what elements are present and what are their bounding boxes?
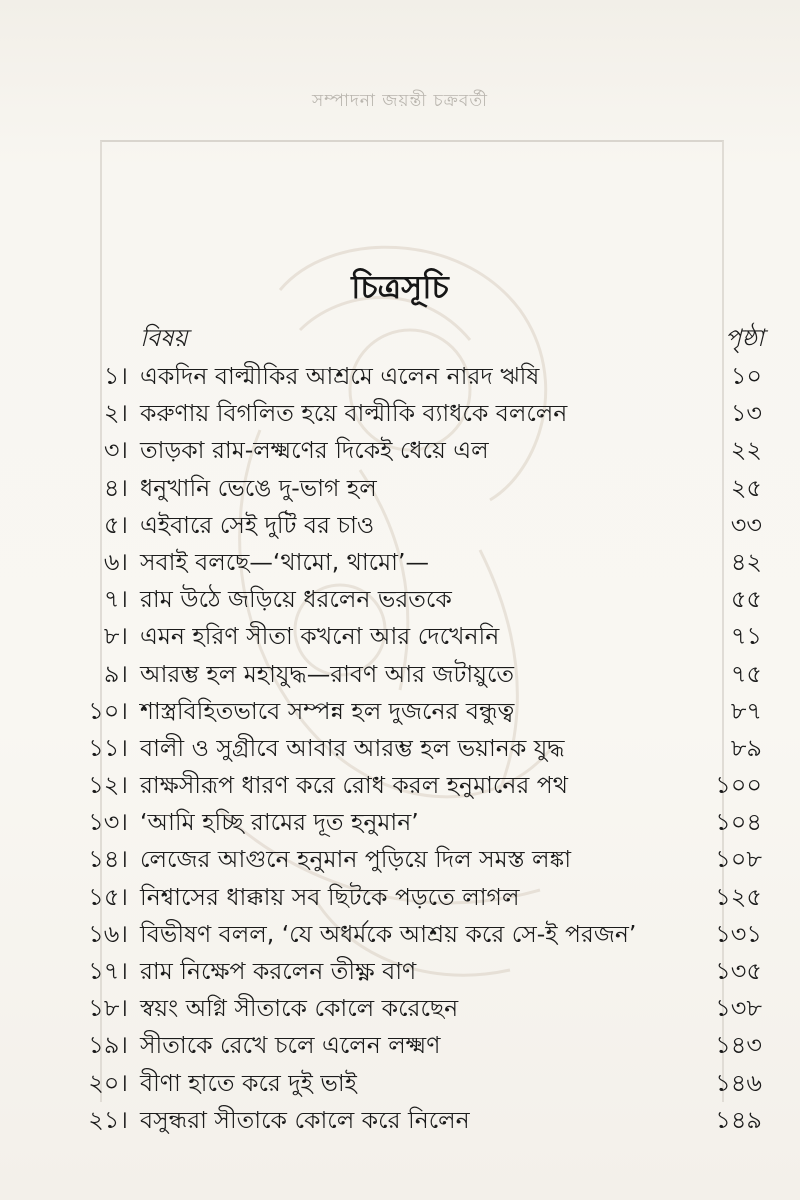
entry-page-number: ১৪৯ (715, 1105, 762, 1134)
entry-page-number: ৩৩ (730, 510, 762, 539)
list-item (0, 767, 800, 804)
entry-page-number: ৪২ (730, 547, 762, 576)
entry-number: ১৯। (88, 1031, 128, 1060)
entry-number: ১৩। (88, 808, 128, 837)
entry-page-number: ২২ (730, 436, 762, 465)
entry-title: নিশ্বাসের ধাক্কায় সব ছিটকে পড়তে লাগল (140, 882, 520, 911)
entry-page-number: ১৪৩ (715, 1031, 762, 1060)
list-item (0, 470, 800, 507)
entry-page-number: ২৫ (730, 473, 762, 502)
bleed-through-running-header: সম্পাদনা জয়ন্তী চক্রবর্তী (312, 91, 488, 111)
illustration-list (0, 358, 800, 1139)
entry-page-number: ১৩৫ (715, 957, 762, 985)
entry-page-number: ১২৫ (715, 882, 762, 911)
entry-title: বীণা হাতে করে দুই ভাই (140, 1068, 357, 1097)
entry-number: ১০। (88, 696, 128, 725)
entry-number: ৮। (103, 622, 128, 651)
entry-title: তাড়কা রাম-লক্ষ্মণের দিকেই ধেয়ে এল (140, 436, 489, 465)
entry-number: ১১। (88, 733, 128, 762)
entry-title: বিভীষণ বলল, ‘যে অধর্মকে আশ্রয় করে সে-ই পরজন’ (140, 919, 637, 948)
entry-page-number: ১৩১ (715, 919, 762, 948)
entry-number: ১৭। (88, 957, 128, 985)
list-item (0, 432, 800, 469)
entry-number: ১৫। (88, 882, 128, 911)
entry-page-number: ১৩৮ (715, 994, 762, 1023)
entry-page-number: ১০ (730, 362, 762, 390)
entry-number: ২। (103, 399, 128, 428)
list-item (0, 1102, 800, 1139)
list-item (0, 916, 800, 953)
entry-number: ৯। (103, 659, 128, 688)
entry-number: ৫। (103, 510, 128, 539)
entry-page-number: ৮৯ (730, 733, 762, 762)
list-item (0, 581, 800, 618)
entry-title: বালী ও সুগ্রীবে আবার আরম্ভ হল ভয়ানক যুদ্ধ (140, 733, 565, 762)
list-item (0, 730, 800, 767)
list-item (0, 507, 800, 544)
subject-column-heading: বিষয় (140, 324, 188, 352)
entry-title: রাক্ষসীরূপ ধারণ করে রোধ করল হনুমানের পথ (140, 771, 568, 800)
entry-title: ‘আমি হচ্ছি রামের দূত হনুমান’ (140, 808, 419, 837)
entry-number: ২১। (88, 1105, 128, 1134)
entry-page-number: ১৩ (730, 399, 762, 428)
list-item (0, 879, 800, 916)
entry-page-number: ৫৫ (730, 585, 762, 614)
entry-number: ১। (103, 362, 128, 390)
entry-number: ১২। (88, 771, 128, 800)
page-title: চিত্রসূচি (351, 268, 449, 306)
entry-number: ১৪। (88, 845, 128, 874)
entry-title: বসুন্ধরা সীতাকে কোলে করে নিলেন (140, 1105, 470, 1134)
list-item (0, 1065, 800, 1102)
entry-title: করুণায় বিগলিত হয়ে বাল্মীকি ব্যাধকে বললেন (140, 399, 568, 428)
entry-number: ৩। (103, 436, 128, 465)
list-item (0, 953, 800, 990)
list-item (0, 1027, 800, 1064)
list-item (0, 693, 800, 730)
entry-title: এমন হরিণ সীতা কখনো আর দেখেননি (140, 622, 500, 651)
list-item (0, 841, 800, 878)
entry-title: সীতাকে রেখে চলে এলেন লক্ষ্মণ (140, 1031, 441, 1060)
entry-number: ২০। (88, 1068, 128, 1097)
entry-number: ৪। (103, 473, 128, 502)
entry-page-number: ১০০ (715, 771, 762, 800)
page-column-heading: পৃষ্ঠা (725, 324, 764, 352)
entry-page-number: ৮৭ (730, 696, 762, 725)
entry-number: ১৮। (88, 994, 128, 1023)
entry-title: ধনুখানি ভেঙে দু-ভাগ হল (140, 473, 377, 502)
entry-title: শাস্ত্রবিহিতভাবে সম্পন্ন হল দুজনের বন্ধুত্ব (140, 696, 515, 725)
entry-number: ১৬। (88, 919, 128, 948)
entry-page-number: ১৪৬ (715, 1068, 762, 1097)
list-item (0, 618, 800, 655)
entry-title: সবাই বলছে—‘থামো, থামো’— (140, 547, 429, 576)
entry-title: লেজের আগুনে হনুমান পুড়িয়ে দিল সমস্ত লঙ্কা (140, 845, 572, 874)
entry-number: ৬। (103, 547, 128, 576)
entry-number: ৭। (103, 585, 128, 614)
entry-page-number: ৭১ (730, 622, 762, 651)
entry-title: আরম্ভ হল মহাযুদ্ধ—রাবণ আর জটায়ুতে (140, 659, 515, 688)
list-item (0, 395, 800, 432)
entry-title: এইবারে সেই দুটি বর চাও (140, 510, 375, 539)
list-item (0, 656, 800, 693)
entry-page-number: ৭৫ (730, 659, 762, 688)
list-item (0, 804, 800, 841)
entry-title: রাম উঠে জড়িয়ে ধরলেন ভরতকে (140, 585, 452, 614)
entry-title: স্বয়ং অগ্নি সীতাকে কোলে করেছেন (140, 994, 459, 1023)
entry-page-number: ১০৮ (715, 845, 762, 874)
list-item (0, 990, 800, 1027)
list-item (0, 358, 800, 395)
entry-page-number: ১০৪ (715, 808, 762, 837)
entry-title: রাম নিক্ষেপ করলেন তীক্ষ্ণ বাণ (140, 957, 417, 985)
list-item (0, 544, 800, 581)
entry-title: একদিন বাল্মীকির আশ্রমে এলেন নারদ ঋষি (140, 362, 540, 390)
